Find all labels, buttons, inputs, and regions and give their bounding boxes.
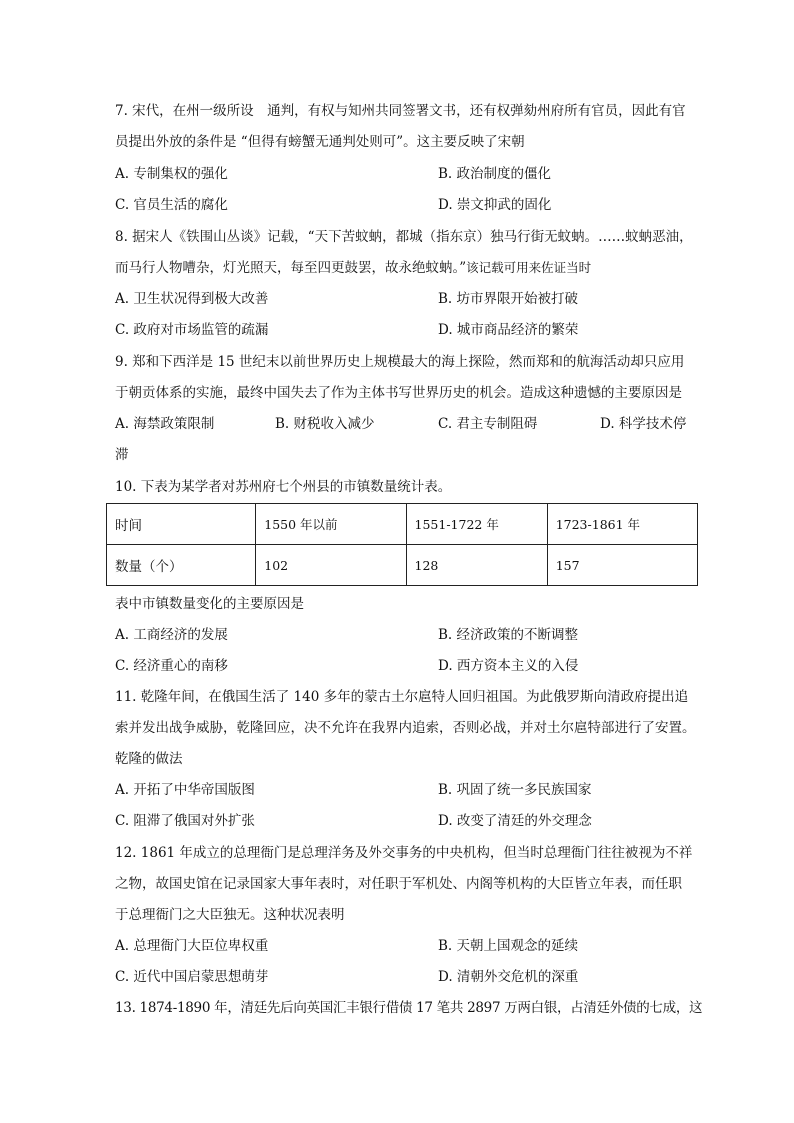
q8-stem-line1: 8. 据宋人《铁围山丛谈》记载，“天下苦蚊蚋，都城（指东京）独马行街无蚊蚋。……蚊蚋恶油， [115, 229, 693, 245]
q10-option-c: C. 经济重心的南移 [115, 658, 228, 674]
town-count-table [106, 503, 698, 586]
q11-option-a: A. 开拓了中华帝国版图 [115, 782, 255, 798]
q9-option-a: A. 海禁政策限制 [115, 416, 215, 432]
table-cell: 1550 年以前 [256, 504, 406, 545]
q8-stem-line2 [115, 258, 705, 278]
q11-stem-line3: 乾隆的做法 [115, 751, 183, 767]
table-row [107, 504, 698, 545]
q10-option-b: B. 经济政策的不断调整 [438, 627, 579, 643]
q9-option-d: D. 科学技术停 [600, 416, 687, 432]
q11-stem-line2: 索并发出战争威胁，乾隆回应，决不允许在我界内追索，否则必战，并对土尔扈特部进行了安置。 [115, 720, 696, 736]
q7-option-c: C. 官员生活的腐化 [115, 197, 228, 213]
q10-option-a: A. 工商经济的发展 [115, 627, 228, 643]
q8-stem-quote-end: 而马行人物嘈杂，灯光照天，每至四更鼓罢，故永绝蚊蚋。” [115, 260, 467, 276]
q13-stem-line1: 13. 1874-1890 年，清廷先后向英国汇丰银行借债 17 笔共 2897 万两白银，占清廷外债的七成，这 [115, 1000, 703, 1016]
q7-option-a: A. 专制集权的强化 [115, 166, 228, 182]
q10-question: 表中市镇数量变化的主要原因是 [115, 596, 304, 612]
q12-stem-line1: 12. 1861 年成立的总理衙门是总理洋务及外交事务的中央机构，但当时总理衙门往往被视为不祥 [115, 845, 693, 861]
table-cell: 102 [256, 545, 406, 586]
q10-stem: 10. 下表为某学者对苏州府七个州县的市镇数量统计表。 [115, 479, 452, 495]
q12-stem-line3: 于总理衙门之大臣独无。这种状况表明 [115, 907, 345, 923]
table-cell: 1723-1861 年 [547, 504, 697, 545]
q11-option-c: C. 阻滞了俄国对外扩张 [115, 813, 255, 829]
q10-option-d: D. 西方资本主义的入侵 [438, 658, 579, 674]
q8-option-a: A. 卫生状况得到极大改善 [115, 291, 269, 307]
table-cell: 数量（个） [107, 545, 256, 586]
table-cell: 157 [547, 545, 697, 586]
q9-option-b: B. 财税收入减少 [275, 416, 375, 432]
table-cell: 时间 [107, 504, 256, 545]
q9-stem-line1: 9. 郑和下西洋是 15 世纪末以前世界历史上规模最大的海上探险，然而郑和的航海活动却只应用 [115, 354, 685, 370]
q11-option-b: B. 巩固了统一多民族国家 [438, 782, 592, 798]
q8-option-b: B. 坊市界限开始被打破 [438, 291, 579, 307]
q12-option-b: B. 天朝上国观念的延续 [438, 938, 579, 954]
q12-stem-line2: 之物，故国史馆在记录国家大事年表时，对任职于军机处、内阁等机构的大臣皆立年表，而任职 [115, 876, 682, 892]
q12-option-c: C. 近代中国启蒙思想萌芽 [115, 969, 269, 985]
q8-option-c: C. 政府对市场监管的疏漏 [115, 322, 269, 338]
q7-option-b: B. 政治制度的僵化 [438, 166, 552, 182]
q9-option-c: C. 君主专制阻碍 [438, 416, 538, 432]
q7-stem-line1: 7. 宋代，在州一级所设 通判，有权与知州共同签署文书，还有权弹劾州府所有官员，因此有官 [115, 103, 686, 119]
table-row [107, 545, 698, 586]
q12-option-a: A. 总理衙门大臣位卑权重 [115, 938, 269, 954]
table-cell: 128 [406, 545, 547, 586]
q9-option-d-wrap: 滞 [115, 447, 129, 463]
q12-option-d: D. 清朝外交危机的深重 [438, 969, 579, 985]
q11-option-d: D. 改变了清廷的外交理念 [438, 813, 592, 829]
q9-stem-line2: 于朝贡体系的实施，最终中国失去了作为主体书写世界历史的机会。造成这种遗憾的主要原因是 [115, 385, 682, 401]
q11-stem-line1: 11. 乾隆年间，在俄国生活了 140 多年的蒙古土尔扈特人回归祖国。为此俄罗斯向清政府提出追 [115, 689, 689, 705]
q8-option-d: D. 城市商品经济的繁荣 [438, 322, 579, 338]
q8-stem-question: 该记载可用来佐证当时 [466, 260, 592, 275]
table-cell: 1551-1722 年 [406, 504, 547, 545]
q7-stem-line2: 员提出外放的条件是 “但得有螃蟹无通判处则可”。这主要反映了宋朝 [115, 134, 525, 150]
q7-option-d: D. 崇文抑武的固化 [438, 197, 552, 213]
